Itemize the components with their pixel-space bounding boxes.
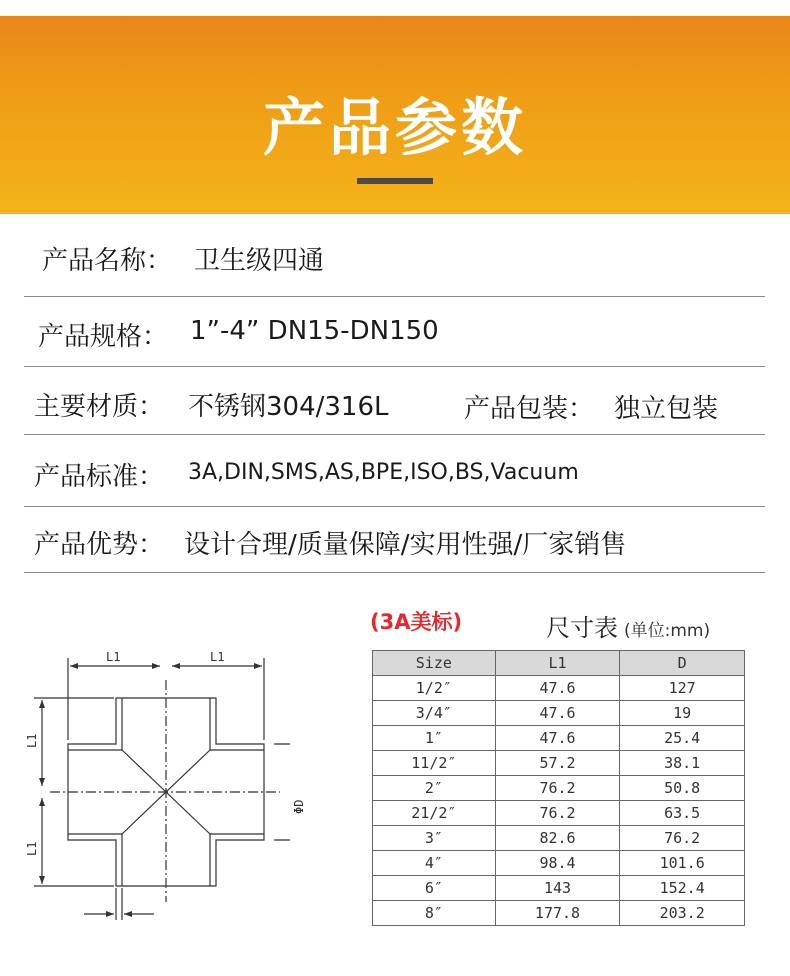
table-row <box>373 726 745 751</box>
page-title: 产品参数 <box>262 91 527 164</box>
spec-row-name <box>24 214 765 297</box>
spec-size-value: 1”-4” DN15-DN150 <box>190 316 439 346</box>
table-row <box>373 701 745 726</box>
dim-label-diameter: ΦD <box>292 799 306 814</box>
d-cell: 76.2 <box>620 826 745 851</box>
d-cell: 152.4 <box>620 876 745 901</box>
standard-tag: (3A美标) <box>370 610 463 634</box>
table-row <box>373 826 745 851</box>
table-row <box>373 876 745 901</box>
spec-row-size <box>24 296 765 367</box>
size-cell: 3″ <box>373 826 496 851</box>
dim-label-left-bottom: L1 <box>25 841 39 856</box>
header-size: Size <box>373 651 496 676</box>
table-row <box>373 751 745 776</box>
table-header-row <box>373 651 745 676</box>
diameter-label <box>288 780 308 820</box>
spec-row-material <box>24 366 765 435</box>
size-cell: 2″ <box>373 776 496 801</box>
size-cell: 1/2″ <box>373 676 496 701</box>
spec-standard-label: 产品标准： <box>34 462 165 492</box>
size-cell: 4″ <box>373 851 496 876</box>
spec-material-label: 主要材质： <box>34 392 165 422</box>
d-cell: 38.1 <box>620 751 745 776</box>
d-cell: 25.4 <box>620 726 745 751</box>
table-row <box>373 676 745 701</box>
size-cell: 11/2″ <box>373 751 496 776</box>
spec-size-label: 产品规格： <box>38 322 169 352</box>
size-cell: 3/4″ <box>373 701 496 726</box>
dimension-unit: (单位:mm) <box>624 621 711 641</box>
header-banner <box>0 16 790 214</box>
spec-advantage-label: 产品优势： <box>34 530 165 560</box>
l1-cell: 177.8 <box>495 901 620 926</box>
l1-cell: 47.6 <box>495 676 620 701</box>
l1-cell: 143 <box>495 876 620 901</box>
spec-name-label: 产品名称： <box>42 246 173 276</box>
size-cell: 1″ <box>373 726 496 751</box>
dim-label-top-right: L1 <box>210 650 225 664</box>
dimension-title-text: 尺寸表 <box>546 614 618 642</box>
title-underline <box>357 178 433 184</box>
d-cell: 101.6 <box>620 851 745 876</box>
d-cell: 203.2 <box>620 901 745 926</box>
header-l1: L1 <box>495 651 620 676</box>
spec-row-standard <box>24 434 765 507</box>
size-cell: 21/2″ <box>373 801 496 826</box>
dim-label-top-left: L1 <box>106 650 121 664</box>
dimension-table-title <box>546 608 710 643</box>
table-row <box>373 901 745 926</box>
spec-name-value: 卫生级四通 <box>194 246 325 276</box>
spec-packing-label: 产品包装： <box>464 394 595 424</box>
l1-cell: 57.2 <box>495 751 620 776</box>
dimension-table <box>372 650 745 926</box>
spec-standard-value: 3A,DIN,SMS,AS,BPE,ISO,BS,Vacuum <box>188 460 579 485</box>
d-cell: 127 <box>620 676 745 701</box>
spec-packing-value: 独立包装 <box>614 394 719 424</box>
l1-cell: 47.6 <box>495 701 620 726</box>
cross-fitting-diagram <box>20 640 290 930</box>
l1-cell: 82.6 <box>495 826 620 851</box>
spec-material-value: 不锈钢304/316L <box>188 392 389 422</box>
l1-cell: 98.4 <box>495 851 620 876</box>
l1-cell: 47.6 <box>495 726 620 751</box>
l1-cell: 76.2 <box>495 776 620 801</box>
d-cell: 63.5 <box>620 801 745 826</box>
table-row <box>373 851 745 876</box>
d-cell: 19 <box>620 701 745 726</box>
size-cell: 6″ <box>373 876 496 901</box>
size-cell: 8″ <box>373 901 496 926</box>
spec-row-advantage <box>24 506 765 573</box>
dim-label-left-top: L1 <box>25 733 39 748</box>
header-d: D <box>620 651 745 676</box>
spec-advantage-value: 设计合理/质量保障/实用性强/厂家销售 <box>184 530 627 560</box>
l1-cell: 76.2 <box>495 801 620 826</box>
table-row <box>373 776 745 801</box>
d-cell: 50.8 <box>620 776 745 801</box>
table-row <box>373 801 745 826</box>
